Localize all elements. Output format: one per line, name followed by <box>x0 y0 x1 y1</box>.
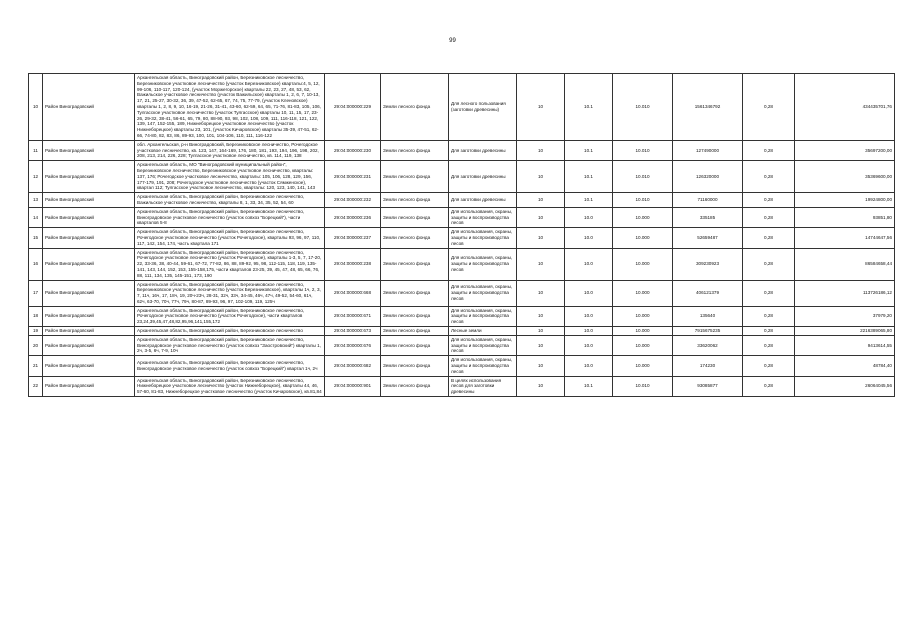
group-cell: 10 <box>517 356 565 376</box>
cadastral-number-cell: 29:04:000000:229 <box>325 74 381 141</box>
row-number: 13 <box>29 193 43 208</box>
specific-index-cell: 0,28 <box>743 376 795 396</box>
land-registry-table <box>28 73 895 397</box>
table-row <box>29 306 895 326</box>
cadastral-number-cell: 29:04:000000:901 <box>325 376 381 396</box>
area-cell: 93085877 <box>673 376 743 396</box>
table-row <box>29 327 895 336</box>
cadastral-number-cell: 29:04:000000:232 <box>325 193 381 208</box>
group-cell: 10 <box>517 193 565 208</box>
group-cell: 10 <box>517 306 565 326</box>
cadastral-number-cell: 29:04:000000:237 <box>325 228 381 248</box>
land-category-cell: Земли лесного фонда <box>381 248 449 280</box>
district-cell: Район Виноградовский <box>43 335 135 355</box>
group-cell: 10 <box>517 161 565 193</box>
location-description-cell: Архангельская область, Виноградовский район, Березниковское лесничество, Березниковское участковое лесничество (участок Березниковское), кварталы 1ч, 2, 3, 7, 11ч, 16ч, 17, 18ч, 19, 20ч-23ч, 28-31, 32ч, 33ч, 34-45, 46ч, 47ч, 49-52, 54-60, 61ч, 62ч, 63-70, 70ч, 77ч, 79ч, 80-87, 89-93, 96, 97, 102-109, 119, 125ч <box>135 280 325 306</box>
district-cell: Район Виноградовский <box>43 161 135 193</box>
use-code-cell: 10.010 <box>613 74 673 141</box>
group-cell: 10 <box>517 280 565 306</box>
table-row <box>29 193 895 208</box>
permitted-use-cell: Для заготовки древесины <box>449 193 517 208</box>
area-cell: 406121379 <box>673 280 743 306</box>
subgroup-cell: 10.0 <box>565 327 613 336</box>
use-code-cell: 10.010 <box>613 376 673 396</box>
permitted-use-cell: В целях использования лесов для заготовки древесины <box>449 376 517 396</box>
district-cell: Район Виноградовский <box>43 306 135 326</box>
specific-index-cell: 0,28 <box>743 356 795 376</box>
cadastral-value-cell: 19924800,00 <box>795 193 895 208</box>
table-row <box>29 140 895 160</box>
cadastral-number-cell: 29:04:000000:231 <box>325 161 381 193</box>
permitted-use-cell: Для использования, охраны, защиты и воспроизводства лесов <box>449 280 517 306</box>
specific-index-cell: 0,28 <box>743 74 795 141</box>
specific-index-cell: 0,28 <box>743 193 795 208</box>
table-row <box>29 248 895 280</box>
permitted-use-cell: Для использования, охраны, защиты и воспроизводства лесов <box>449 356 517 376</box>
permitted-use-cell: Для использования, охраны, защиты и воспроизводства лесов <box>449 306 517 326</box>
use-code-cell: 10.000 <box>613 356 673 376</box>
group-cell: 10 <box>517 327 565 336</box>
area-cell: 52659487 <box>673 228 743 248</box>
area-cell: 335185 <box>673 207 743 227</box>
location-description-cell: Архангельская область, Виноградовский район, Березниковское лесничество, Виноградовское участковое лесничество (участок совхоз "Заостровский") кварталы 1, 2ч, 3-5, 6ч, 7-9, 10ч <box>135 335 325 355</box>
land-category-cell: Земли лесного фонда <box>381 140 449 160</box>
land-category-cell: Земли лесного фонда <box>381 376 449 396</box>
group-cell: 10 <box>517 376 565 396</box>
location-description-cell: Архангельская область, Виноградовский район, Березниковское лесничество, Нижнеборецкое участковое лесничество (участок Нижнеборецкое), кварталы 44, 46, 57-60, 81-83, Нижнеборецкое участковое лесничество (участок Кичаровское), кв.81,84 <box>135 376 325 396</box>
use-code-cell: 10.000 <box>613 207 673 227</box>
permitted-use-cell: Для заготовки древесины <box>449 161 517 193</box>
table-row <box>29 161 895 193</box>
land-category-cell: Земли лесного фонда <box>381 207 449 227</box>
location-description-cell: Архангельская область, Виноградовский район, Березниковское лесничество, Рочегодское участковое лесничество (участок Рочегодское), кварталы 1-3, 5, 7, 17-20, 22, 33-36, 38, 40-44, 59-61, 67-72, 77-82, 86, 88, 89-92, 95, 98, 112-115, 118, 119, 135-141, 143, 144, 152, 153, 155-158,175, части кварталов 23-25, 39, 45, 47, 48, 65, 66, 76, 88, 111, 134, 135, 145-151, 173, 190 <box>135 248 325 280</box>
area-cell: 135640 <box>673 306 743 326</box>
specific-index-cell: 0,28 <box>743 327 795 336</box>
specific-index-cell: 0,28 <box>743 207 795 227</box>
use-code-cell: 10.010 <box>613 161 673 193</box>
district-cell: Район Виноградовский <box>43 207 135 227</box>
area-cell: 174230 <box>673 356 743 376</box>
subgroup-cell: 10.0 <box>565 306 613 326</box>
cadastral-value-cell: 9413614,55 <box>795 335 895 355</box>
specific-index-cell: 0,28 <box>743 248 795 280</box>
row-number: 11 <box>29 140 43 160</box>
district-cell: Район Виноградовский <box>43 193 135 208</box>
subgroup-cell: 10.1 <box>565 376 613 396</box>
specific-index-cell: 0,28 <box>743 140 795 160</box>
cadastral-value-cell: 14744647,56 <box>795 228 895 248</box>
cadastral-value-cell: 35697200,00 <box>795 140 895 160</box>
district-cell: Район Виноградовский <box>43 356 135 376</box>
location-description-cell: Архангельская область, Виноградовский район, Березниковское лесничество, Рочегодское участковое лесничество (участок Рочегодское), части кварталов 23,24,39,45,47,48,82,95,96,141,155,172 <box>135 306 325 326</box>
specific-index-cell: 0,28 <box>743 161 795 193</box>
row-number: 22 <box>29 376 43 396</box>
location-description-cell: Архангельская область, Виноградовский район, Березниковское лесничество <box>135 327 325 336</box>
cadastral-value-cell: 113726186,12 <box>795 280 895 306</box>
group-cell: 10 <box>517 140 565 160</box>
use-code-cell: 10.000 <box>613 335 673 355</box>
cadastral-value-cell: 93851,80 <box>795 207 895 227</box>
row-number: 17 <box>29 280 43 306</box>
subgroup-cell: 10.0 <box>565 335 613 355</box>
permitted-use-cell: Для заготовки древесины <box>449 140 517 160</box>
table-row <box>29 280 895 306</box>
cadastral-value-cell: 26064045,56 <box>795 376 895 396</box>
cadastral-number-cell: 29:04:000000:236 <box>325 207 381 227</box>
cadastral-number-cell: 29:04:000000:676 <box>325 335 381 355</box>
use-code-cell: 10.000 <box>613 228 673 248</box>
cadastral-value-cell: 434435701,76 <box>795 74 895 141</box>
table-row <box>29 207 895 227</box>
area-cell: 126320000 <box>673 161 743 193</box>
district-cell: Район Виноградовский <box>43 327 135 336</box>
land-category-cell: Земли лесного фонда <box>381 193 449 208</box>
table-row <box>29 228 895 248</box>
subgroup-cell: 10.1 <box>565 140 613 160</box>
area-cell: 7915675235 <box>673 327 743 336</box>
land-category-cell: Земли лесного фонда <box>381 356 449 376</box>
subgroup-cell: 10.1 <box>565 193 613 208</box>
cadastral-value-cell: 86584658,44 <box>795 248 895 280</box>
group-cell: 10 <box>517 74 565 141</box>
location-description-cell: Архангельская область, Виноградовский район, Березниковское лесничество, Березниковское участковое лесничество (участок Березниковское) кварталы:4, 5, 12, 99-106, 110-117, 120-124, (участок Моржегорское) кварталы 22, 23, 27, 48, 53, 62, Важильское участковое лесничество (участок Важильское) кварталы 1, 2, 6, 7, 10-13, 17, 21, 25-27, 30-32, 36, 39, 47-52, 62-65, 67, 74, 75, 77-79, (участок Кленовское) кварталы 1, 2, 8, 9, 10, 16-19, 21-26, 31-41, 43-60, 62-59, 64, 65, 71-76, 81-83, 105, 106, Тулгасское участковое лесничество (участок Тулгасское) кварталы 10, 11, 15, 17, 23-26, 29-32, 38-41, 56-61, 65, 79, 80, 88-90, 93, 98, 102, 108, 109, 111, 116-118, 121, 122, 139, 147, 152-155, 189, Нижнеборецкое участковое лесничество (участок Нижнеборецкое) кварталы 23, 101, (участок Кичаровское) кварталы 35-39, 47-51, 62-66, 74-80, 82, 83, 86, 89-93, 100, 101, 104-106, 110, 111, 116-122 <box>135 74 325 141</box>
use-code-cell: 10.010 <box>613 193 673 208</box>
specific-index-cell: 0,28 <box>743 335 795 355</box>
district-cell: Район Виноградовский <box>43 140 135 160</box>
subgroup-cell: 10.0 <box>565 280 613 306</box>
land-category-cell: Земли лесного фонда <box>381 327 449 336</box>
row-number: 10 <box>29 74 43 141</box>
location-description-cell: Архангельская область, Виноградовский район, Березниковское лесничество, Виноградовское участковое лесничество (участок совхоз "Борецкий"), части кварталов 5-8 <box>135 207 325 227</box>
district-cell: Район Виноградовский <box>43 280 135 306</box>
specific-index-cell: 0,28 <box>743 280 795 306</box>
use-code-cell: 10.000 <box>613 306 673 326</box>
specific-index-cell: 0,28 <box>743 228 795 248</box>
permitted-use-cell: Для лесного пользования (заготовки древесины) <box>449 74 517 141</box>
subgroup-cell: 10.1 <box>565 161 613 193</box>
land-category-cell: Земли лесного фонда <box>381 161 449 193</box>
area-cell: 71160000 <box>673 193 743 208</box>
group-cell: 10 <box>517 228 565 248</box>
subgroup-cell: 10.0 <box>565 228 613 248</box>
permitted-use-cell: Для использования, охраны, защиты и воспроизводства лесов <box>449 228 517 248</box>
row-number: 21 <box>29 356 43 376</box>
land-category-cell: Земли лесного фонда <box>381 74 449 141</box>
location-description-cell: Архангельская область, Виноградовский район, Березниковское лесничество, Важильское участковое лесничество, кварталы 8, 1, 33, 34, 35, 52, 54, 60 <box>135 193 325 208</box>
cadastral-number-cell: 29:04:000000:230 <box>325 140 381 160</box>
cadastral-number-cell: 29:04:000000:668 <box>325 280 381 306</box>
row-number: 12 <box>29 161 43 193</box>
row-number: 16 <box>29 248 43 280</box>
cadastral-number-cell: 29:04:000000:673 <box>325 327 381 336</box>
land-category-cell: Земли лесного фонда <box>381 335 449 355</box>
area-cell: 33620062 <box>673 335 743 355</box>
cadastral-number-cell: 29:04:000000:682 <box>325 356 381 376</box>
table-row <box>29 376 895 396</box>
table-row <box>29 74 895 141</box>
page-number: 99 <box>449 38 456 44</box>
cadastral-value-cell: 2216389065,80 <box>795 327 895 336</box>
location-description-cell: Архангельская область, МО "Виноградовский муниципальный район", Березниковское лесничество, Березниковское участковое лесничество, кварталы: 137, 176; Рочегодское участковое лесничество, кварталы: 105, 106, 128, 129, 156, 177-179, 191, 208; Рочегодское участковое лесничество (участок Сямженское), квартал 112; Тулгасское участковое лесничество, кварталы: 120, 123, 140, 141, 143 <box>135 161 325 193</box>
district-cell: Район Виноградовский <box>43 376 135 396</box>
subgroup-cell: 10.0 <box>565 248 613 280</box>
group-cell: 10 <box>517 248 565 280</box>
subgroup-cell: 10.0 <box>565 207 613 227</box>
specific-index-cell: 0,28 <box>743 306 795 326</box>
location-description-cell: обл. Архангельская, р-н Виноградовский, Березниковское лесничество, Рочегодское участковое лесничество, кв. 123, 147, 164-169, 176, 180, 181, 193, 194, 196, 198, 202, 208, 213, 214, 226, 228; Тулгасское участковое лесничество, кв. 114, 119, 138 <box>135 140 325 160</box>
cadastral-number-cell: 29:04:000000:671 <box>325 306 381 326</box>
area-cell: 1561346792 <box>673 74 743 141</box>
subgroup-cell: 10.1 <box>565 74 613 141</box>
row-number: 19 <box>29 327 43 336</box>
location-description-cell: Архангельская область, Виноградовский район, Березниковское лесничество, Рочегодское участковое лесничество (участок Рочегодское), кварталы 93, 96, 97, 110, 117, 142, 154, 174, часть квартала 171 <box>135 228 325 248</box>
cadastral-number-cell: 29:04:000000:238 <box>325 248 381 280</box>
table-row <box>29 335 895 355</box>
land-category-cell: Земли лесного фонда <box>381 280 449 306</box>
district-cell: Район Виноградовский <box>43 248 135 280</box>
row-number: 18 <box>29 306 43 326</box>
use-code-cell: 10.000 <box>613 327 673 336</box>
cadastral-value-cell: 48784,40 <box>795 356 895 376</box>
area-cell: 309230923 <box>673 248 743 280</box>
row-number: 14 <box>29 207 43 227</box>
subgroup-cell: 10.0 <box>565 356 613 376</box>
table-row <box>29 356 895 376</box>
permitted-use-cell: Для использования, охраны, защиты и воспроизводства лесов <box>449 335 517 355</box>
permitted-use-cell: Для использования, охраны, защиты и воспроизводства лесов <box>449 248 517 280</box>
group-cell: 10 <box>517 335 565 355</box>
district-cell: Район Виноградовский <box>43 74 135 141</box>
permitted-use-cell: Лесные земли <box>449 327 517 336</box>
land-category-cell: Земли лесного фонда <box>381 228 449 248</box>
use-code-cell: 10.010 <box>613 140 673 160</box>
table-body <box>29 74 895 397</box>
cadastral-value-cell: 37979,20 <box>795 306 895 326</box>
row-number: 20 <box>29 335 43 355</box>
area-cell: 127490000 <box>673 140 743 160</box>
location-description-cell: Архангельская область, Виноградовский район, Березниковское лесничество, Виноградовское участковое лесничество (участок совхоз "Борецкий") квартал 1ч, 2ч <box>135 356 325 376</box>
land-category-cell: Земли лесного фонда <box>381 306 449 326</box>
row-number: 15 <box>29 228 43 248</box>
district-cell: Район Виноградовский <box>43 228 135 248</box>
permitted-use-cell: Для использования, охраны, защиты и воспроизводства лесов <box>449 207 517 227</box>
cadastral-value-cell: 35369600,00 <box>795 161 895 193</box>
use-code-cell: 10.000 <box>613 280 673 306</box>
group-cell: 10 <box>517 207 565 227</box>
use-code-cell: 10.000 <box>613 248 673 280</box>
